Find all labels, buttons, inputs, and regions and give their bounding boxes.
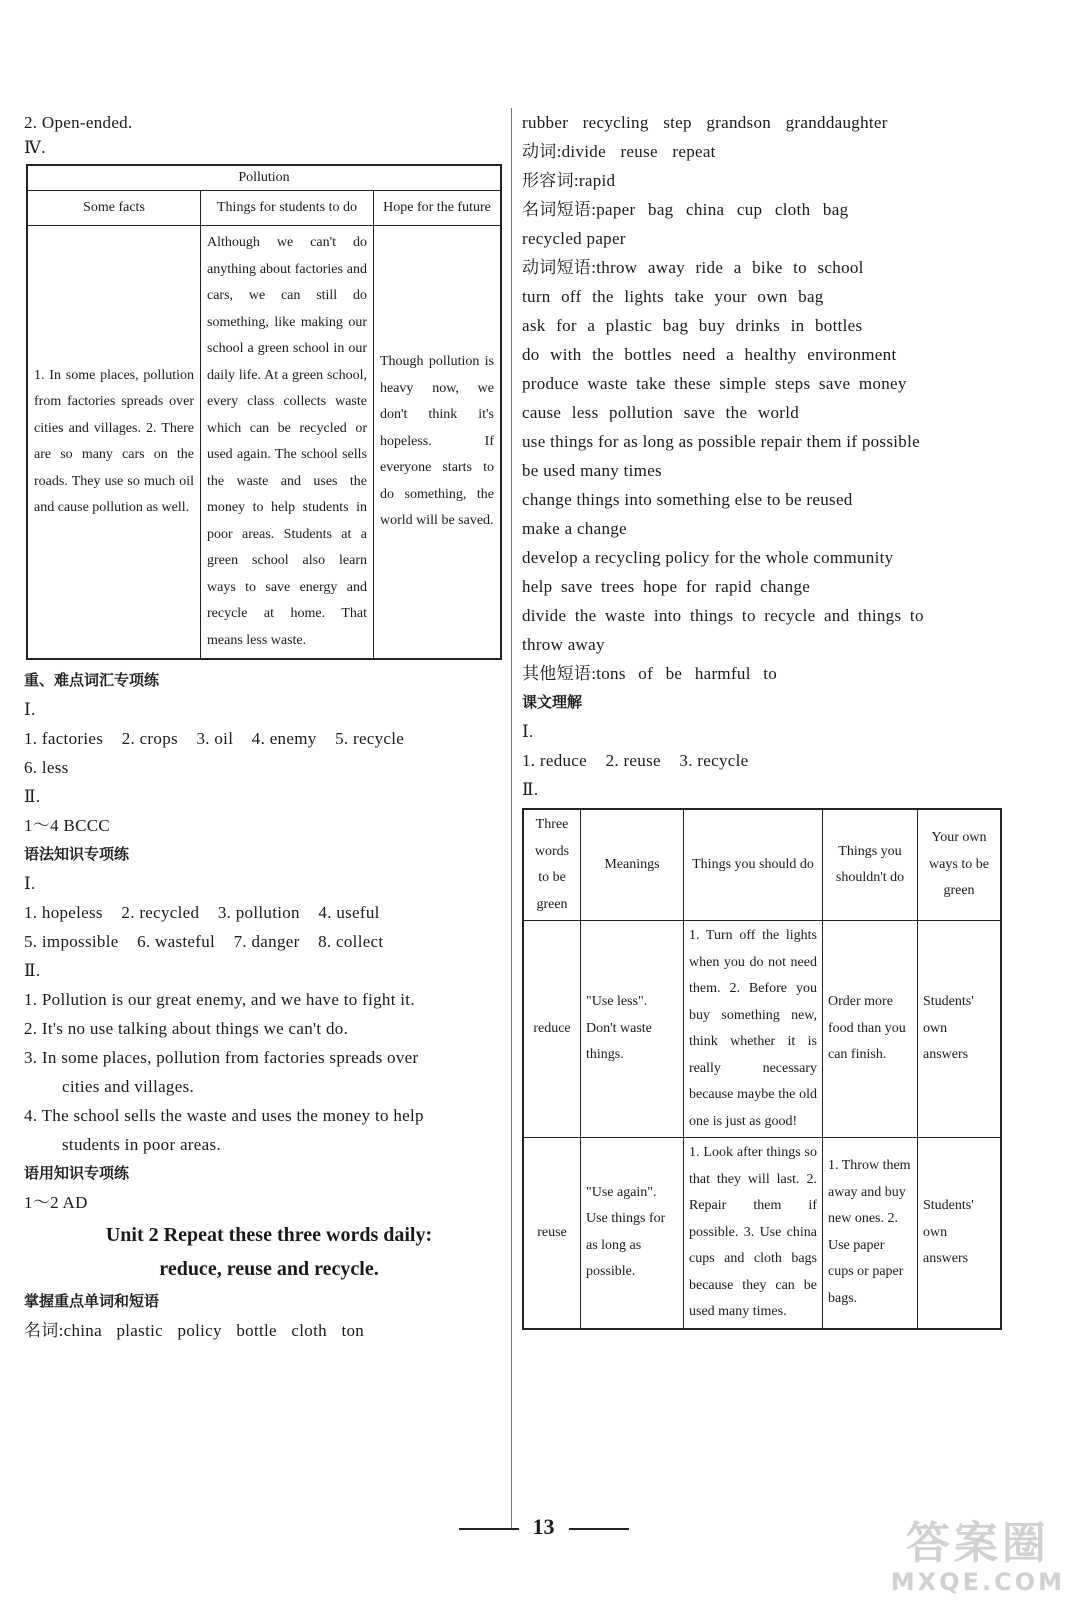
section-number: Ⅰ. bbox=[24, 874, 36, 893]
answer: 4. useful bbox=[318, 903, 380, 922]
vocab-line: do with the bottles need a healthy environment bbox=[522, 345, 897, 364]
vocab-line: turn off the lights take your own bag bbox=[522, 287, 824, 306]
answer: 3. pollution bbox=[217, 903, 300, 922]
table-header: Meanings bbox=[581, 809, 684, 921]
vocab-line: develop a recycling policy for the whole community bbox=[522, 548, 894, 567]
answer-line: 2. Open-ended. bbox=[24, 113, 133, 132]
answer-line: 1～4 BCCC bbox=[24, 816, 111, 835]
section-heading: 掌握重点单词和短语 bbox=[24, 1292, 160, 1310]
sentence: 2. It's no use talking about things we can't do. bbox=[24, 1019, 349, 1038]
table-row bbox=[523, 921, 1001, 1138]
table-header: Your own ways to be green bbox=[918, 809, 1002, 921]
sentence: students in poor areas. bbox=[62, 1135, 221, 1154]
table-header: Hope for the future bbox=[374, 191, 502, 226]
unit-title: Unit 2 Repeat these three words daily: bbox=[105, 1224, 433, 1246]
answer: 8. collect bbox=[318, 932, 384, 951]
table-cell-facts: 1. In some places, pollution from factories spreads over cities and villages. 2. There are so many cars on the roads. They use so much oil and cause pollution as well. bbox=[27, 226, 201, 660]
answer-line bbox=[522, 746, 1018, 775]
table-row bbox=[523, 1138, 1001, 1329]
sentence: 3. In some places, pollution from factories spreads over bbox=[24, 1048, 419, 1067]
table-cell: 1. Turn off the lights when you do not need them. 2. Before you buy something new, think whether it is really necessary because maybe the old one is just as good! bbox=[684, 921, 823, 1138]
vocab-line: 动词短语:throw away ride a bike to school bbox=[522, 258, 864, 277]
vocab-line: 其他短语:tons of be harmful to bbox=[522, 664, 778, 683]
table-cell: reuse bbox=[523, 1138, 581, 1329]
table-cell: Students' own answers bbox=[918, 1138, 1002, 1329]
vocab-line: throw away bbox=[522, 635, 605, 654]
sentence: 4. The school sells the waste and uses the money to help bbox=[24, 1106, 424, 1125]
answer: 1. factories bbox=[24, 729, 104, 748]
watermark-url: MXQE.COM bbox=[890, 1568, 1065, 1596]
vocab-line: make a change bbox=[522, 519, 627, 538]
vocab-line: divide the waste into things to recycle and things to bbox=[522, 606, 924, 625]
vocab-line: 名词:china plastic policy bottle cloth ton bbox=[24, 1321, 365, 1340]
answer: 3. oil bbox=[196, 729, 234, 748]
answer: 2. reuse bbox=[605, 751, 661, 770]
right-column bbox=[522, 108, 1018, 1336]
footer-ornament bbox=[569, 1528, 629, 1530]
table-header: Things for students to do bbox=[201, 191, 374, 226]
answer: 1. hopeless bbox=[24, 903, 103, 922]
table-cell: "Use less". Don't waste things. bbox=[581, 921, 684, 1138]
table-header: Some facts bbox=[27, 191, 201, 226]
answer: 6. wasteful bbox=[137, 932, 216, 951]
table-cell: Order more food than you can finish. bbox=[823, 921, 918, 1138]
vocab-line: produce waste take these simple steps save money bbox=[522, 374, 907, 393]
section-number: Ⅰ. bbox=[24, 700, 36, 719]
vocab-line: 形容词:rapid bbox=[522, 171, 616, 190]
watermark-logo-text: 答案圈 bbox=[905, 1518, 1050, 1569]
sentence: cities and villages. bbox=[62, 1077, 195, 1096]
sentence: 1. Pollution is our great enemy, and we have to fight it. bbox=[24, 990, 415, 1009]
section-heading: 语法知识专项练 bbox=[24, 845, 130, 863]
vocab-line: change things into something else to be reused bbox=[522, 490, 853, 509]
page-number: 13 bbox=[532, 1514, 555, 1539]
table-title: Pollution bbox=[27, 165, 501, 191]
section-heading: 课文理解 bbox=[522, 693, 583, 711]
answer-line bbox=[24, 927, 514, 956]
vocab-line: be used many times bbox=[522, 461, 662, 480]
vocab-line: 名词短语:paper bag china cup cloth bag bbox=[522, 200, 849, 219]
section-heading: 语用知识专项练 bbox=[24, 1164, 130, 1182]
answer: 3. recycle bbox=[679, 751, 749, 770]
answer-line bbox=[24, 724, 514, 753]
answer-line bbox=[24, 898, 514, 927]
section-number: Ⅳ. bbox=[24, 138, 46, 157]
section-number: Ⅱ. bbox=[24, 787, 41, 806]
vocab-line: ask for a plastic bag buy drinks in bottles bbox=[522, 316, 863, 335]
answer: 2. crops bbox=[121, 729, 178, 748]
table-cell: Students' own answers bbox=[918, 921, 1002, 1138]
vocab-line: help save trees hope for rapid change bbox=[522, 577, 811, 596]
answer-line: 1～2 AD bbox=[24, 1193, 88, 1212]
section-number: Ⅰ. bbox=[522, 722, 534, 741]
table-cell: "Use again". Use things for as long as possible. bbox=[581, 1138, 684, 1329]
vocab-line: recycled paper bbox=[522, 229, 626, 248]
section-heading: 重、难点词汇专项练 bbox=[24, 671, 160, 689]
table-header: Three words to be green bbox=[523, 809, 581, 921]
pollution-table bbox=[26, 164, 502, 660]
table-cell: 1. Throw them away and buy new ones. 2. Use paper cups or paper bags. bbox=[823, 1138, 918, 1329]
answer: 5. impossible bbox=[24, 932, 119, 951]
green-words-table bbox=[522, 808, 1002, 1330]
vocab-line: 动词:divide reuse repeat bbox=[522, 142, 716, 161]
vocab-line: use things for as long as possible repair them if possible bbox=[522, 432, 920, 451]
answer-line: 6. less bbox=[24, 758, 69, 777]
left-column bbox=[24, 108, 514, 1345]
watermark bbox=[891, 1520, 1065, 1596]
table-cell-hope: Though pollution is heavy now, we don't think it's hopeless. If everyone starts to do something, the world will be saved. bbox=[374, 226, 502, 660]
vocab-line: rubber recycling step grandson granddaughter bbox=[522, 113, 888, 132]
answer: 1. reduce bbox=[522, 751, 587, 770]
answer: 5. recycle bbox=[335, 729, 405, 748]
answer: 4. enemy bbox=[251, 729, 317, 748]
footer-ornament bbox=[459, 1528, 519, 1530]
answer: 7. danger bbox=[233, 932, 300, 951]
table-header: Things you shouldn't do bbox=[823, 809, 918, 921]
vocab-line: cause less pollution save the world bbox=[522, 403, 800, 422]
table-cell: reduce bbox=[523, 921, 581, 1138]
unit-subtitle: reduce, reuse and recycle. bbox=[159, 1258, 379, 1280]
answer: 2. recycled bbox=[121, 903, 200, 922]
table-header: Things you should do bbox=[684, 809, 823, 921]
section-number: Ⅱ. bbox=[24, 961, 41, 980]
section-number: Ⅱ. bbox=[522, 780, 539, 799]
table-cell: 1. Look after things so that they will last. 2. Repair them if possible. 3. Use china cups and cloth bags because they can be used many times. bbox=[684, 1138, 823, 1329]
table-cell-things: Although we can't do anything about factories and cars, we can still do something, like making our school a green school in our daily life. At a green school, every class collects waste which can be recycled or used again. The school sells the waste and uses the money to help students in poor areas. Students at a green school also learn ways to save energy and recycle at home. That means less waste. bbox=[201, 226, 374, 660]
